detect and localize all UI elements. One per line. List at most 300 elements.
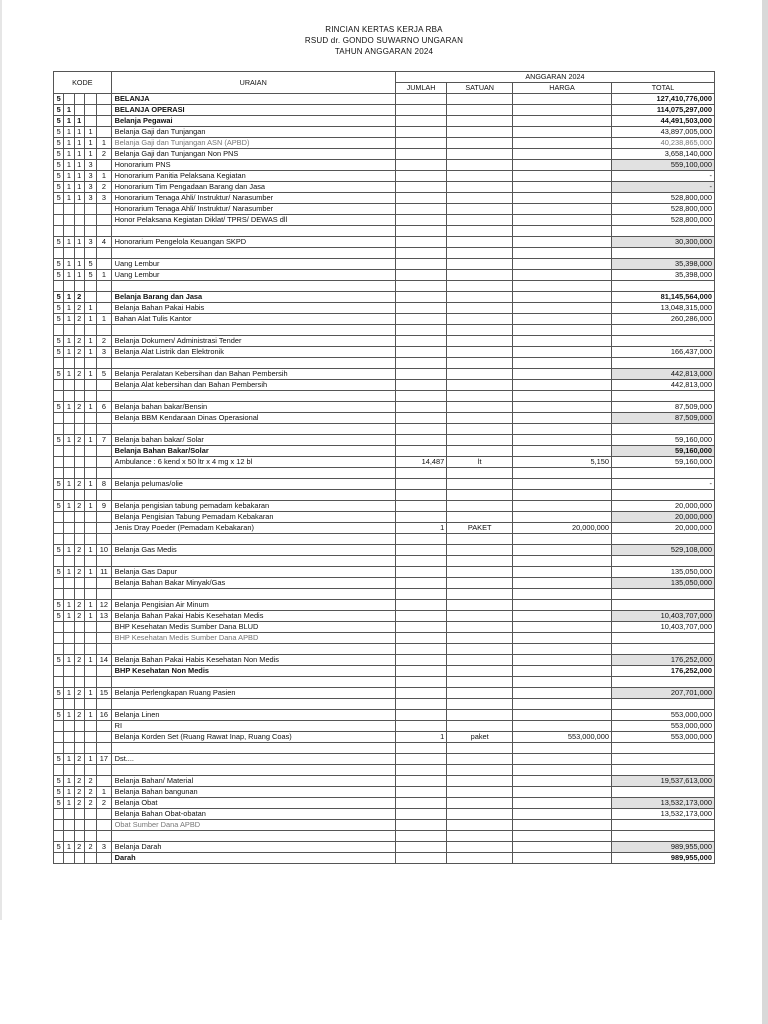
harga-cell	[513, 182, 612, 193]
kode-cell-1	[54, 457, 64, 468]
satuan-cell	[447, 347, 513, 358]
table-row	[54, 358, 715, 369]
kode-cell-4: 1	[84, 501, 96, 512]
kode-cell-2	[64, 380, 74, 391]
total-cell	[611, 226, 714, 237]
kode-cell-3: 1	[74, 270, 84, 281]
uraian-cell: Uang Lembur	[111, 259, 395, 270]
uraian-cell: Honorarium Tim Pengadaan Barang dan Jasa	[111, 182, 395, 193]
jumlah-cell	[395, 259, 446, 270]
table-row	[54, 402, 715, 413]
total-cell: 30,300,000	[611, 237, 714, 248]
total-cell	[611, 600, 714, 611]
satuan-cell	[447, 622, 513, 633]
jumlah-cell	[395, 765, 446, 776]
harga-cell	[513, 314, 612, 325]
satuan-cell	[447, 94, 513, 105]
kode-cell-5: 1	[97, 171, 111, 182]
kode-cell-2: 1	[64, 842, 74, 853]
satuan-cell	[447, 721, 513, 732]
kode-cell-5	[97, 281, 111, 292]
jumlah-cell	[395, 160, 446, 171]
jumlah-cell	[395, 204, 446, 215]
table-row	[54, 171, 715, 182]
jumlah-cell	[395, 842, 446, 853]
uraian-cell	[111, 699, 395, 710]
kode-cell-3: 2	[74, 754, 84, 765]
kode-cell-1	[54, 325, 64, 336]
jumlah-cell	[395, 325, 446, 336]
kode-cell-5	[97, 391, 111, 402]
kode-cell-4: 1	[84, 611, 96, 622]
uraian-cell: Honorarium Pengelola Keuangan SKPD	[111, 237, 395, 248]
table-row	[54, 490, 715, 501]
header-anggaran: ANGGARAN 2024	[395, 72, 714, 83]
kode-cell-4	[84, 633, 96, 644]
document-title	[0, 24, 768, 57]
table-row	[54, 600, 715, 611]
satuan-cell	[447, 589, 513, 600]
kode-cell-3	[74, 666, 84, 677]
satuan-cell	[447, 666, 513, 677]
kode-cell-5	[97, 457, 111, 468]
kode-cell-2	[64, 699, 74, 710]
uraian-cell	[111, 831, 395, 842]
kode-cell-3	[74, 633, 84, 644]
kode-cell-5	[97, 633, 111, 644]
kode-cell-2	[64, 424, 74, 435]
table-row	[54, 94, 715, 105]
kode-cell-1	[54, 424, 64, 435]
satuan-cell	[447, 358, 513, 369]
kode-cell-4: 1	[84, 479, 96, 490]
kode-cell-2: 1	[64, 754, 74, 765]
harga-cell	[513, 534, 612, 545]
kode-cell-4	[84, 732, 96, 743]
kode-cell-3	[74, 281, 84, 292]
satuan-cell	[447, 545, 513, 556]
table-row	[54, 710, 715, 721]
kode-cell-4	[84, 721, 96, 732]
satuan-cell: paket	[447, 732, 513, 743]
uraian-cell: Belanja Bahan Pakai Habis Kesehatan Medis	[111, 611, 395, 622]
kode-cell-1: 5	[54, 501, 64, 512]
kode-cell-2: 1	[64, 160, 74, 171]
total-cell: 13,532,173,000	[611, 809, 714, 820]
kode-cell-2	[64, 215, 74, 226]
kode-cell-3: 2	[74, 567, 84, 578]
kode-cell-3	[74, 512, 84, 523]
harga-cell	[513, 578, 612, 589]
kode-cell-3	[74, 831, 84, 842]
uraian-cell: Belanja Gaji dan Tunjangan	[111, 127, 395, 138]
total-cell	[611, 787, 714, 798]
harga-cell	[513, 336, 612, 347]
kode-cell-2: 1	[64, 501, 74, 512]
harga-cell	[513, 820, 612, 831]
kode-cell-5: 3	[97, 193, 111, 204]
kode-cell-3: 2	[74, 501, 84, 512]
kode-cell-1: 5	[54, 270, 64, 281]
kode-cell-4	[84, 248, 96, 259]
kode-cell-3	[74, 248, 84, 259]
total-cell: 13,532,173,000	[611, 798, 714, 809]
kode-cell-4	[84, 589, 96, 600]
satuan-cell	[447, 303, 513, 314]
uraian-cell: Belanja Alat kebersihan dan Bahan Pembersih	[111, 380, 395, 391]
harga-cell	[513, 413, 612, 424]
table-row	[54, 413, 715, 424]
kode-cell-5: 15	[97, 688, 111, 699]
harga-cell	[513, 743, 612, 754]
uraian-cell: BHP Kesehatan Medis Sumber Dana BLUD	[111, 622, 395, 633]
kode-cell-2: 1	[64, 611, 74, 622]
kode-cell-5	[97, 413, 111, 424]
kode-cell-3: 2	[74, 600, 84, 611]
table-row	[54, 457, 715, 468]
table-row	[54, 314, 715, 325]
satuan-cell	[447, 226, 513, 237]
title-line-1: RINCIAN KERTAS KERJA RBA	[325, 25, 443, 34]
harga-cell	[513, 149, 612, 160]
jumlah-cell: 1	[395, 523, 446, 534]
total-cell: 559,100,000	[611, 160, 714, 171]
harga-cell	[513, 116, 612, 127]
kode-cell-5	[97, 259, 111, 270]
satuan-cell	[447, 138, 513, 149]
kode-cell-2	[64, 721, 74, 732]
kode-cell-1	[54, 446, 64, 457]
kode-cell-1: 5	[54, 710, 64, 721]
harga-cell	[513, 644, 612, 655]
table-row	[54, 787, 715, 798]
uraian-cell: Belanja Gaji dan Tunjangan Non PNS	[111, 149, 395, 160]
harga-cell	[513, 138, 612, 149]
harga-cell	[513, 358, 612, 369]
header-uraian: URAIAN	[111, 72, 395, 94]
uraian-cell	[111, 468, 395, 479]
kode-cell-4	[84, 391, 96, 402]
kode-cell-2	[64, 204, 74, 215]
harga-cell	[513, 380, 612, 391]
kode-cell-4: 3	[84, 160, 96, 171]
uraian-cell	[111, 534, 395, 545]
table-row	[54, 435, 715, 446]
harga-cell	[513, 490, 612, 501]
table-row	[54, 391, 715, 402]
jumlah-cell	[395, 446, 446, 457]
kode-cell-2	[64, 732, 74, 743]
kode-cell-5	[97, 292, 111, 303]
kode-cell-4	[84, 578, 96, 589]
kode-cell-2	[64, 831, 74, 842]
kode-cell-3	[74, 490, 84, 501]
uraian-cell: Belanja Dokumen/ Administrasi Tender	[111, 336, 395, 347]
uraian-cell: Honorarium Panitia Pelaksana Kegiatan	[111, 171, 395, 182]
kode-cell-1: 5	[54, 149, 64, 160]
kode-cell-3: 2	[74, 369, 84, 380]
table-row	[54, 237, 715, 248]
kode-cell-2	[64, 556, 74, 567]
kode-cell-1	[54, 765, 64, 776]
kode-cell-5	[97, 534, 111, 545]
kode-cell-2: 1	[64, 193, 74, 204]
jumlah-cell	[395, 534, 446, 545]
kode-cell-1	[54, 578, 64, 589]
kode-cell-3: 2	[74, 688, 84, 699]
table-row	[54, 380, 715, 391]
kode-cell-5	[97, 721, 111, 732]
kode-cell-5	[97, 699, 111, 710]
satuan-cell	[447, 655, 513, 666]
kode-cell-3	[74, 468, 84, 479]
kode-cell-2: 1	[64, 567, 74, 578]
satuan-cell	[447, 831, 513, 842]
kode-cell-2: 1	[64, 149, 74, 160]
kode-cell-4	[84, 743, 96, 754]
total-cell: 59,160,000	[611, 457, 714, 468]
uraian-cell	[111, 743, 395, 754]
harga-cell	[513, 435, 612, 446]
harga-cell	[513, 171, 612, 182]
kode-cell-3: 2	[74, 435, 84, 446]
kode-cell-5	[97, 380, 111, 391]
kode-cell-5: 1	[97, 314, 111, 325]
jumlah-cell	[395, 501, 446, 512]
kode-cell-2	[64, 765, 74, 776]
kode-cell-5	[97, 666, 111, 677]
kode-cell-2	[64, 457, 74, 468]
satuan-cell	[447, 468, 513, 479]
kode-cell-4: 1	[84, 435, 96, 446]
kode-cell-2	[64, 468, 74, 479]
table-row	[54, 622, 715, 633]
uraian-cell: Belanja Peralatan Kebersihan dan Bahan Pembersih	[111, 369, 395, 380]
kode-cell-1: 5	[54, 105, 64, 116]
jumlah-cell	[395, 347, 446, 358]
harga-cell	[513, 809, 612, 820]
jumlah-cell	[395, 589, 446, 600]
uraian-cell: Honor Pelaksana Kegiatan Diklat/ TPRS/ DEWAS dll	[111, 215, 395, 226]
harga-cell	[513, 325, 612, 336]
kode-cell-5	[97, 512, 111, 523]
harga-cell	[513, 600, 612, 611]
jumlah-cell	[395, 743, 446, 754]
harga-cell	[513, 699, 612, 710]
kode-cell-3	[74, 358, 84, 369]
jumlah-cell	[395, 380, 446, 391]
kode-cell-4: 1	[84, 314, 96, 325]
header-jumlah: JUMLAH	[395, 83, 446, 94]
uraian-cell: Belanja Gas Medis	[111, 545, 395, 556]
table-row	[54, 512, 715, 523]
satuan-cell	[447, 567, 513, 578]
kode-cell-1: 5	[54, 369, 64, 380]
table-row	[54, 666, 715, 677]
kode-cell-4	[84, 457, 96, 468]
satuan-cell	[447, 105, 513, 116]
kode-cell-4: 2	[84, 842, 96, 853]
kode-cell-5	[97, 325, 111, 336]
uraian-cell: Belanja Perlengkapan Ruang Pasien	[111, 688, 395, 699]
kode-cell-3	[74, 809, 84, 820]
uraian-cell: Uang Lembur	[111, 270, 395, 281]
total-cell: 176,252,000	[611, 655, 714, 666]
kode-cell-5: 10	[97, 545, 111, 556]
kode-cell-2	[64, 490, 74, 501]
kode-cell-5	[97, 248, 111, 259]
kode-cell-4: 1	[84, 545, 96, 556]
kode-cell-1	[54, 743, 64, 754]
table-row	[54, 688, 715, 699]
total-cell: 528,800,000	[611, 204, 714, 215]
kode-cell-1: 5	[54, 138, 64, 149]
harga-cell	[513, 105, 612, 116]
kode-cell-4: 5	[84, 270, 96, 281]
uraian-cell	[111, 490, 395, 501]
kode-cell-4: 2	[84, 798, 96, 809]
kode-cell-5: 2	[97, 336, 111, 347]
kode-cell-3	[74, 380, 84, 391]
kode-cell-4: 5	[84, 259, 96, 270]
uraian-cell: Belanja Bahan Obat-obatan	[111, 809, 395, 820]
kode-cell-4: 1	[84, 347, 96, 358]
uraian-cell	[111, 226, 395, 237]
harga-cell	[513, 677, 612, 688]
harga-cell	[513, 204, 612, 215]
kode-cell-2: 1	[64, 798, 74, 809]
kode-cell-5	[97, 776, 111, 787]
jumlah-cell	[395, 578, 446, 589]
table-body	[54, 94, 715, 864]
harga-cell	[513, 369, 612, 380]
total-cell: 528,800,000	[611, 215, 714, 226]
kode-cell-3: 2	[74, 292, 84, 303]
satuan-cell	[447, 391, 513, 402]
harga-cell	[513, 721, 612, 732]
total-cell: 19,537,613,000	[611, 776, 714, 787]
kode-cell-1: 5	[54, 182, 64, 193]
kode-cell-4: 1	[84, 303, 96, 314]
kode-cell-4: 1	[84, 567, 96, 578]
uraian-cell	[111, 325, 395, 336]
total-cell	[611, 820, 714, 831]
satuan-cell	[447, 677, 513, 688]
kode-cell-2: 1	[64, 545, 74, 556]
kode-cell-3: 2	[74, 303, 84, 314]
uraian-cell: Belanja Bahan bangunan	[111, 787, 395, 798]
kode-cell-5	[97, 853, 111, 864]
kode-cell-3: 2	[74, 787, 84, 798]
kode-cell-2: 1	[64, 600, 74, 611]
harga-cell	[513, 479, 612, 490]
total-cell: 3,658,140,000	[611, 149, 714, 160]
uraian-cell	[111, 248, 395, 259]
uraian-cell	[111, 358, 395, 369]
total-cell: 87,509,000	[611, 413, 714, 424]
kode-cell-2	[64, 248, 74, 259]
kode-cell-1: 5	[54, 479, 64, 490]
table-row	[54, 545, 715, 556]
jumlah-cell	[395, 270, 446, 281]
total-cell: 442,813,000	[611, 380, 714, 391]
kode-cell-4: 1	[84, 688, 96, 699]
satuan-cell	[447, 479, 513, 490]
kode-cell-5	[97, 622, 111, 633]
total-cell	[611, 633, 714, 644]
kode-cell-3: 2	[74, 710, 84, 721]
uraian-cell	[111, 765, 395, 776]
kode-cell-3	[74, 105, 84, 116]
satuan-cell	[447, 633, 513, 644]
table-row	[54, 611, 715, 622]
uraian-cell: BELANJA	[111, 94, 395, 105]
kode-cell-4	[84, 765, 96, 776]
satuan-cell	[447, 611, 513, 622]
satuan-cell	[447, 765, 513, 776]
kode-cell-1	[54, 732, 64, 743]
uraian-cell: Belanja Korden Set (Ruang Rawat Inap, Ruang Coas)	[111, 732, 395, 743]
kode-cell-3: 2	[74, 402, 84, 413]
harga-cell	[513, 303, 612, 314]
kode-cell-3: 2	[74, 336, 84, 347]
kode-cell-4	[84, 677, 96, 688]
harga-cell: 5,150	[513, 457, 612, 468]
kode-cell-5: 17	[97, 754, 111, 765]
table-row	[54, 116, 715, 127]
uraian-cell	[111, 589, 395, 600]
satuan-cell	[447, 413, 513, 424]
kode-cell-2	[64, 809, 74, 820]
kode-cell-2	[64, 534, 74, 545]
jumlah-cell	[395, 490, 446, 501]
kode-cell-5: 7	[97, 435, 111, 446]
kode-cell-1	[54, 820, 64, 831]
kode-cell-2	[64, 226, 74, 237]
harga-cell	[513, 666, 612, 677]
uraian-cell: Belanja Bahan Pakai Habis Kesehatan Non Medis	[111, 655, 395, 666]
uraian-cell: Belanja Pengisian Tabung Pemadam Kebakaran	[111, 512, 395, 523]
kode-cell-1: 5	[54, 259, 64, 270]
kode-cell-5: 3	[97, 842, 111, 853]
kode-cell-1: 5	[54, 160, 64, 171]
scan-left-edge	[0, 0, 2, 920]
uraian-cell: Belanja bahan bakar/Bensin	[111, 402, 395, 413]
kode-cell-3	[74, 325, 84, 336]
kode-cell-3	[74, 534, 84, 545]
satuan-cell	[447, 215, 513, 226]
kode-cell-1	[54, 226, 64, 237]
kode-cell-3	[74, 677, 84, 688]
table-header	[54, 72, 715, 94]
jumlah-cell: 1	[395, 732, 446, 743]
kode-cell-4	[84, 446, 96, 457]
kode-cell-1: 5	[54, 237, 64, 248]
total-cell: 20,000,000	[611, 523, 714, 534]
kode-cell-1: 5	[54, 171, 64, 182]
uraian-cell: BHP Kesehatan Medis Sumber Dana APBD	[111, 633, 395, 644]
total-cell: 20,000,000	[611, 512, 714, 523]
kode-cell-2: 1	[64, 435, 74, 446]
kode-cell-1	[54, 831, 64, 842]
satuan-cell	[447, 446, 513, 457]
jumlah-cell	[395, 314, 446, 325]
kode-cell-4	[84, 105, 96, 116]
total-cell	[611, 644, 714, 655]
kode-cell-5: 1	[97, 138, 111, 149]
jumlah-cell	[395, 611, 446, 622]
jumlah-cell	[395, 798, 446, 809]
